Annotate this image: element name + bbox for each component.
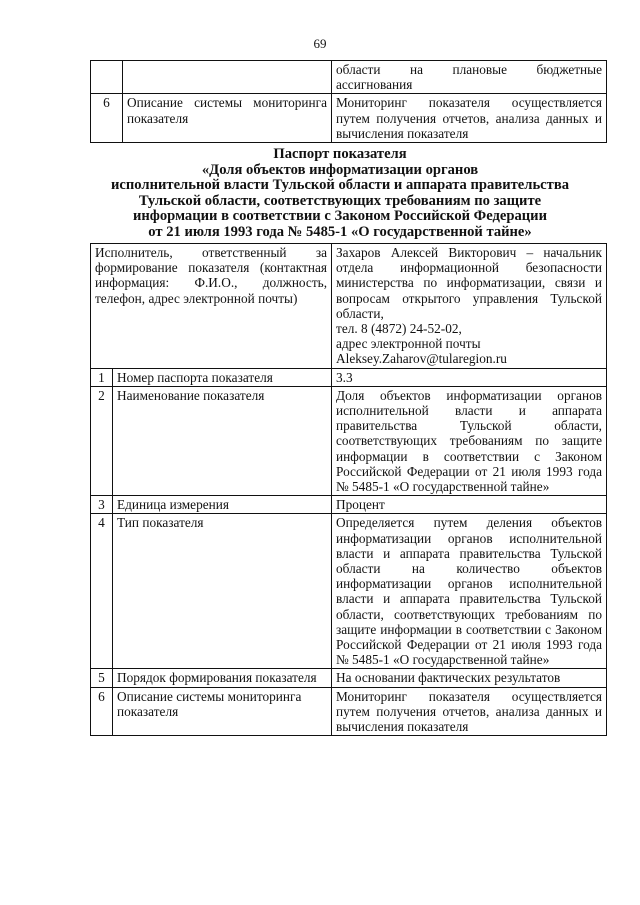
row-number: 6: [91, 94, 123, 143]
row-label: Описание системы мониторинга показателя: [123, 94, 332, 143]
row-number: 4: [91, 514, 113, 669]
passport-table: [90, 243, 607, 736]
passport-title: [60, 147, 620, 241]
title-line: от 21 июля 1993 года № 5485-1 «О государственной тайне»: [148, 223, 532, 240]
row-value: Определяется путем деления объектов информатизации органов исполнительной власти и аппарата правительства Тульской области на количество объектов информатизации органов исполнительной власти и аппарата правительства Тульской области, соответствующих требованиям по защите информации в соответствии с Законом Российской Федерации от 21 июля 1993 года № 5485-1 «О государственной тайне»: [332, 514, 607, 669]
row-label: Описание системы мониторинга показателя: [113, 687, 332, 736]
executor-row: [91, 244, 607, 369]
executor-info: [332, 244, 607, 369]
table-row: [91, 496, 607, 514]
executor-email-label: адрес электронной почты: [336, 336, 481, 352]
table-row: [91, 386, 607, 495]
row-label: Порядок формирования показателя: [113, 669, 332, 687]
table-row: [91, 687, 607, 736]
table-row: [91, 368, 607, 386]
row-value: Мониторинг показателя осуществляется путем получения отчетов, анализа данных и вычисления показателя: [332, 94, 607, 143]
table-row: [91, 61, 607, 94]
executor-label: Исполнитель, ответственный за формирование показателя (контактная информация: Ф.И.О., должность, телефон, адрес электронной почты): [91, 244, 332, 369]
row-number: 3: [91, 496, 113, 514]
executor-name-position: Захаров Алексей Викторович – начальник отдела информационной безопасности министерства по информатизации, связи и вопросам открытого управления Тульской области,: [336, 245, 603, 321]
row-label: Тип показателя: [113, 514, 332, 669]
row-label: Номер паспорта показателя: [113, 368, 332, 386]
table-cell-empty: [123, 61, 332, 94]
row-number: 5: [91, 669, 113, 687]
row-value: Процент: [332, 496, 607, 514]
title-line: Тульской области, соответствующих требованиям по защите: [138, 192, 542, 209]
title-line: информации в соответствии с Законом Российской Федерации: [132, 208, 548, 225]
row-label: Наименование показателя: [113, 386, 332, 495]
row-value: На основании фактических результатов: [332, 669, 607, 687]
row-number: 2: [91, 386, 113, 495]
executor-email: Aleksey.Zaharov@tularegion.ru: [336, 351, 507, 367]
row-number: 1: [91, 368, 113, 386]
row-value: Доля объектов информатизации органов исполнительной власти и аппарата правительства Тульской области, соответствующих требованиям по защите информации в соответствии с Законом Российской Федерации от 21 июля 1993 года № 5485-1 «О государственной тайне»: [332, 386, 607, 495]
executor-phone: тел. 8 (4872) 24-52-02,: [336, 321, 462, 337]
table-row: [91, 514, 607, 669]
row-value: Мониторинг показателя осуществляется путем получения отчетов, анализа данных и вычисления показателя: [332, 687, 607, 736]
continued-text: области на плановые бюджетные ассигнования: [332, 61, 607, 94]
page-number: 69: [313, 36, 327, 51]
table-row: [91, 94, 607, 143]
row-label: Единица измерения: [113, 496, 332, 514]
table-row: [91, 669, 607, 687]
continued-table: [90, 60, 607, 143]
row-number: 6: [91, 687, 113, 736]
title-line: «Доля объектов информатизации органов: [201, 161, 479, 178]
row-value: 3.3: [332, 368, 607, 386]
table-cell-empty: [91, 61, 123, 94]
title-line: исполнительной власти Тульской области и аппарата правительства: [111, 177, 569, 194]
title-line: Паспорт показателя: [273, 146, 407, 162]
